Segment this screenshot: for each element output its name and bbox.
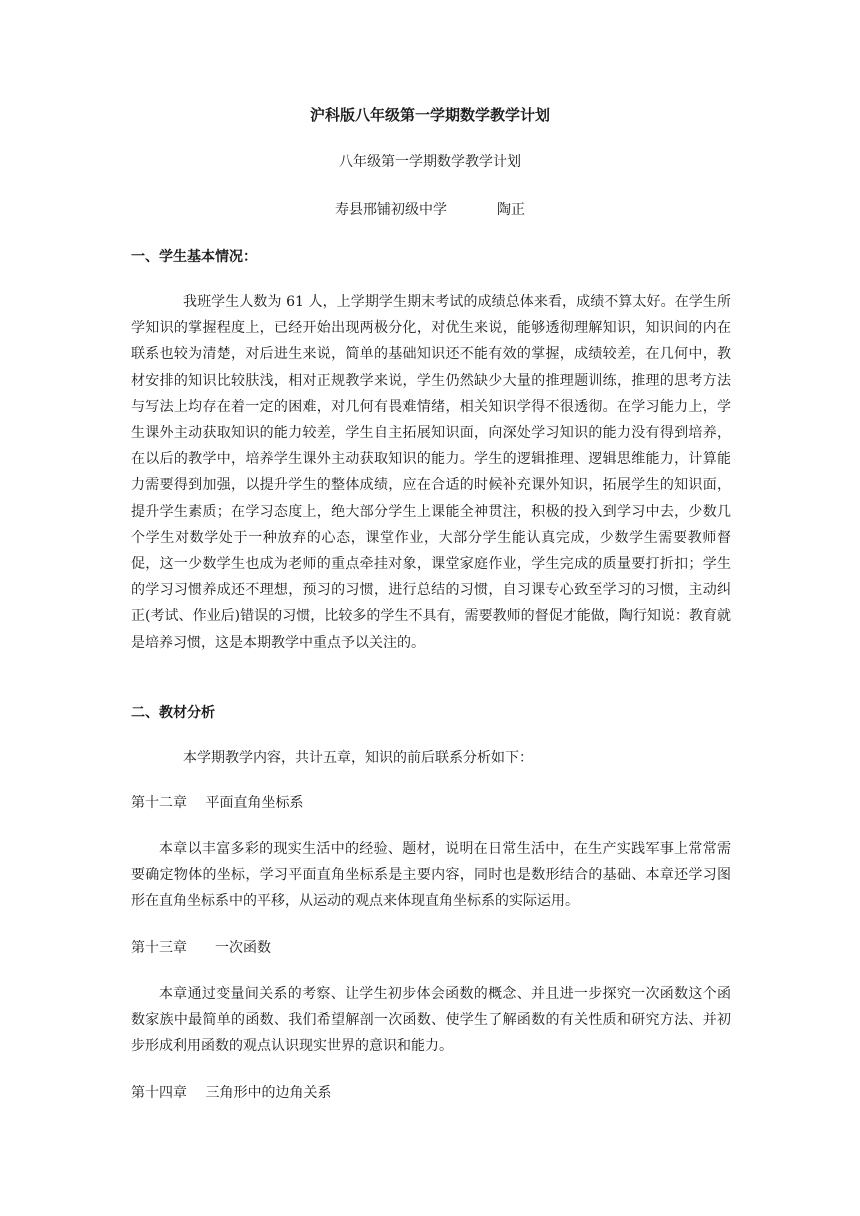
section-heading-student-situation: 一、学生基本情况：: [131, 249, 257, 265]
chapter-13-heading: 第十三章 一次函数: [131, 940, 271, 956]
chapter-13-paragraph: 本章通过变量间关系的考察、让学生初步体会函数的概念、并且进一步探究一次函数这个函数家族中最简单的函数、我们希望解剖一次函数、使学生了解函数的有关性质和研究方法、并初步形成利用函数的观点认识现实世界的意识和能力。: [131, 986, 731, 1055]
school-name: 寿县邢铺初级中学: [335, 202, 447, 218]
chapter-12-heading: 第十二章 平面直角坐标系: [131, 795, 304, 811]
document-title: 沪科版八年级第一学期数学教学计划: [309, 106, 550, 124]
chapter-14-heading: 第十四章 三角形中的边角关系: [131, 1085, 332, 1101]
document-subtitle: 八年级第一学期数学教学计划: [339, 154, 521, 170]
chapter-12-paragraph: 本章以丰富多彩的现实生活中的经验、题材，说明在日常生活中，在生产实践军事上常常需要确定物体的坐标，学习平面直角坐标系是主要内容，同时也是数形结合的基础、本章还学习图形在直角坐标系中的平移，从运动的观点来体现直角坐标系的实际运用。: [131, 841, 731, 910]
author-line: [0, 199, 860, 221]
section-heading-textbook-analysis: 二、教材分析: [131, 705, 215, 721]
author-name: 陶正: [497, 202, 525, 218]
textbook-analysis-intro: 本学期教学内容，共计五章，知识的前后联系分析如下：: [183, 750, 533, 766]
student-situation-paragraph: 我班学生人数为 61 人，上学期学生期末考试的成绩总体来看，成绩不算太好。在学生所学知识的掌握程度上，已经开始出现两极分化，对优生来说，能够透彻理解知识，知识间的内在联系也较为清楚，对后进生来说，简单的基础知识还不能有效的掌握，成绩较差，在几何中，教材安排的知识比较肤浅，相对正规教学来说，学生仍然缺少大量的推理题训练，推理的思考方法与写法上均存在着一定的困难，对几何有畏难情绪，相关知识学得不很透彻。在学习能力上，学生课外主动获取知识的能力较差，学生自主拓展知识面，向深处学习知识的能力没有得到培养，在以后的教学中，培养学生课外主动获取知识的能力。学生的逻辑推理、逻辑思维能力，计算能力需要得到加强，以提升学生的整体成绩，应在合适的时候补充课外知识，拓展学生的知识面，提升学生素质；在学习态度上，绝大部分学生上课能全神贯注，积极的投入到学习中去，少数几个学生对数学处于一种放弃的心态，课堂作业，大部分学生能认真完成，少数学生需要教师督促，这一少数学生也成为老师的重点牵挂对象，课堂家庭作业，学生完成的质量要打折扣；学生的学习习惯养成还不理想，预习的习惯，进行总结的习惯，自习课专心致至学习的习惯，主动纠正(考试、作业后)错误的习惯，比较多的学生不具有，需要教师的督促才能做，陶行知说：教育就是培养习惯，这是本期教学中重点予以关注的。: [131, 294, 731, 651]
